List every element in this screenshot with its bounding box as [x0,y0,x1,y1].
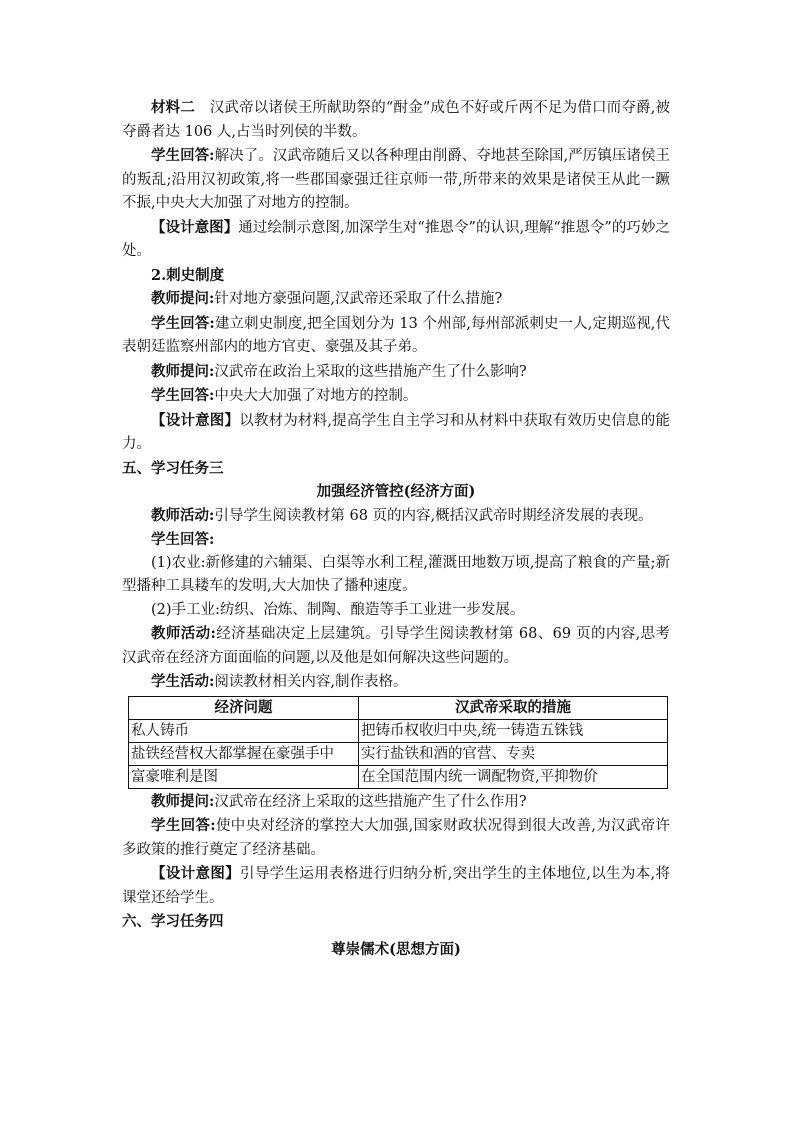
design-intent-1: 【设计意图】通过绘制示意图,加深学生对“推恩令”的认识,理解“推恩令”的巧妙之处。 [122,218,671,259]
table-header-row [129,696,668,719]
teacher-question-1: 教师提问:针对地方豪强问题,汉武帝还采取了什么措施? [151,290,503,307]
table-cell: 实行盐铁和酒的官营、专卖 [359,742,668,765]
material-text: 汉武帝以诸侯王所献助祭的“酎金”成色不好或斤两不足为借口而夺爵,被夺爵者达 106 人,占当时列侯的半数。 [122,100,670,140]
table-row [129,765,668,788]
thought-title: 尊崇儒术(思想方面) [331,940,461,958]
table-header: 经济问题 [129,696,359,719]
section-five-heading: 五、学习任务三 [122,459,224,477]
economy-title: 加强经济管控(经济方面) [316,483,476,500]
table-cell: 富豪唯利是图 [129,765,359,788]
teacher-activity-2: 教师活动:经济基础决定上层建筑。引导学生阅读教材第 68、69 页的内容,思考汉武帝在经济方面面临的问题,以及他是如何解决这些问题的。 [122,625,670,666]
student-activity: 学生活动:阅读教材相关内容,制作表格。 [151,673,408,690]
teacher-question-2: 教师提问:汉武帝在政治上采取的这些措施产生了什么影响? [151,362,527,380]
section-six-heading: 六、学习任务四 [122,913,224,930]
table-cell: 私人铸币 [129,719,359,742]
table-cell: 把铸币权收归中央,统一铸造五铢钱 [359,719,668,742]
student-answer-4-label: 学生回答: [151,531,215,548]
teacher-activity-1: 教师活动:引导学生阅读教材第 68 页的内容,概括汉武帝时期经济发展的表现。 [151,506,653,524]
design-intent-3: 【设计意图】引导学生运用表格进行归纳分析,突出学生的主体地位,以生为本,将课堂还给学生。 [122,865,670,906]
table-header: 汉武帝采取的措施 [359,696,668,719]
table-row [129,719,668,742]
table-cell: 在全国范围内统一调配物资,平抑物价 [359,765,668,788]
student-answer-1: 学生回答:解决了。汉武帝随后又以各种理由削爵、夺地甚至除国,严厉镇压诸侯王的叛乱;沿用汉初政策,将一些郡国豪强迁往京师一带,所带来的效果是诸侯王从此一蹶不振,中央大大加强了对地方的控制。 [122,147,670,211]
teacher-question-3: 教师提问:汉武帝在经济上采取的这些措施产生了什么作用? [151,792,527,810]
student-answer-2: 学生回答:建立刺史制度,把全国划分为 13 个州部,每州部派刺史一人,定期巡视,代表朝廷监察州部内的地方官吏、豪强及其子弟。 [122,314,670,355]
table-cell: 盐铁经营权大都掌握在豪强手中 [129,742,359,765]
lesson-content [122,96,670,961]
student-answer-3: 学生回答:中央大大加强了对地方的控制。 [151,387,418,404]
design-intent-2: 【设计意图】以教材为材料,提高学生自主学习和从材料中获取有效历史信息的能力。 [122,411,671,452]
material-label: 材料二 [151,99,196,116]
material-two [122,96,670,144]
student-answer-5: 学生回答:使中央对经济的掌控大大加强,国家财政状况得到很大改善,为汉武帝许多政策的推行奠定了经济基础。 [122,817,670,858]
table-row [129,742,668,765]
handicraft-point: (2)手工业:纺织、冶炼、制陶、酿造等手工业进一步发展。 [151,601,525,618]
economy-measures-table [128,696,668,789]
heading-cishi-system: 2.刺史制度 [151,266,225,284]
agriculture-point: (1)农业:新修建的六辅渠、白渠等水利工程,灌溉田地数万顷,提高了粮食的产量;新型播种工具耧车的发明,大大加快了播种速度。 [122,554,670,594]
